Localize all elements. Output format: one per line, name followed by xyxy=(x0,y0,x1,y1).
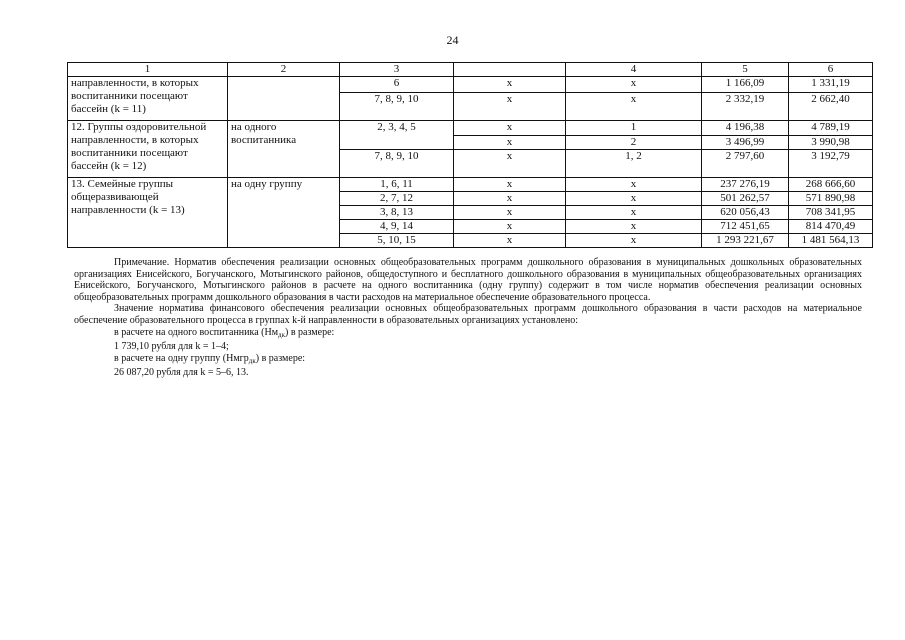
cell-colx: x xyxy=(454,206,566,220)
cell-col6: 4 789,19 xyxy=(789,121,873,136)
cell-col4: x xyxy=(566,206,702,220)
normative-table xyxy=(67,62,873,248)
header-cell: 6 xyxy=(789,63,873,77)
normative-paragraph: Значение норматива финансового обеспечения реализации основных общеобразовательных программ дошкольного образования в части расходов на материальное обеспечение образовательного процесса в группах k-й направленности в образовательных организациях установлено: xyxy=(74,303,862,326)
cell-col5: 501 262,57 xyxy=(702,192,789,206)
note-section xyxy=(74,257,862,379)
cell-col6: 571 890,98 xyxy=(789,192,873,206)
cell-col3: 7, 8, 9, 10 xyxy=(340,93,454,121)
group-unit xyxy=(228,77,340,121)
cell-colx: x xyxy=(454,220,566,234)
group-description: 13. Семейные группы общеразвивающей направленности (k = 13) xyxy=(68,178,228,248)
per-child-text: в расчете на одного воспитанника (Нм xyxy=(114,326,279,338)
per-group-text-end: ) в размере: xyxy=(255,352,306,364)
table-row xyxy=(68,178,873,192)
header-cell: 4 xyxy=(566,63,702,77)
cell-col4: 1 xyxy=(566,121,702,136)
header-cell: 1 xyxy=(68,63,228,77)
cell-colx: x xyxy=(454,136,566,150)
table-row xyxy=(68,77,873,93)
cell-col3: 3, 8, 13 xyxy=(340,206,454,220)
cell-col5: 2 797,60 xyxy=(702,150,789,178)
cell-colx: x xyxy=(454,77,566,93)
header-cell xyxy=(454,63,566,77)
cell-col6: 3 192,79 xyxy=(789,150,873,178)
cell-col5: 3 496,99 xyxy=(702,136,789,150)
cell-col6: 814 470,49 xyxy=(789,220,873,234)
group-description: направленности, в которых воспитанники посещают бассейн (k = 11) xyxy=(68,77,228,121)
cell-col4: x xyxy=(566,77,702,93)
cell-col4: x xyxy=(566,220,702,234)
per-child-text-end: ) в размере: xyxy=(285,326,335,338)
per-group-value: 26 087,20 рубля для k = 5–6, 13. xyxy=(114,367,249,379)
cell-col3: 2, 7, 12 xyxy=(340,192,454,206)
page-number: 24 xyxy=(446,33,459,47)
cell-col6: 708 341,95 xyxy=(789,206,873,220)
cell-col6: 3 990,98 xyxy=(789,136,873,150)
header-cell: 3 xyxy=(340,63,454,77)
per-group-line xyxy=(74,353,862,368)
cell-col6: 268 666,60 xyxy=(789,178,873,192)
cell-col5: 2 332,19 xyxy=(702,93,789,121)
table-header-row xyxy=(68,63,873,77)
cell-col5: 1 293 221,67 xyxy=(702,234,789,248)
cell-colx: x xyxy=(454,192,566,206)
per-group-subscript: дк xyxy=(248,356,256,365)
cell-col5: 4 196,38 xyxy=(702,121,789,136)
group-unit: на одну группу xyxy=(228,178,340,248)
header-cell: 2 xyxy=(228,63,340,77)
cell-col5: 712 451,65 xyxy=(702,220,789,234)
cell-col3: 6 xyxy=(340,77,454,93)
cell-col5: 237 276,19 xyxy=(702,178,789,192)
cell-colx: x xyxy=(454,121,566,136)
cell-col4: 2 xyxy=(566,136,702,150)
group-unit: на одного воспитанника xyxy=(228,121,340,178)
cell-col3: 2, 3, 4, 5 xyxy=(340,121,454,150)
cell-col4: x xyxy=(566,93,702,121)
cell-colx: x xyxy=(454,93,566,121)
cell-col6: 1 331,19 xyxy=(789,77,873,93)
per-child-line xyxy=(74,327,862,342)
cell-col4: x xyxy=(566,178,702,192)
per-child-value: 1 739,10 рубля для k = 1–4; xyxy=(114,341,229,353)
cell-col5: 620 056,43 xyxy=(702,206,789,220)
cell-colx: x xyxy=(454,234,566,248)
cell-col6: 1 481 564,13 xyxy=(789,234,873,248)
cell-col3: 1, 6, 11 xyxy=(340,178,454,192)
cell-col5: 1 166,09 xyxy=(702,77,789,93)
note-paragraph: Примечание. Норматив обеспечения реализации основных общеобразовательных программ дошкольного образования в муниципальных дошкольных образовательных организациях Енисейского, Богучанского, Мотыгинского районов, общедоступного и бесплатного дошкольного образования в муниципальных общеобразовательных организациях Енисейского, Богучанского, Мотыгинского районов в расчете на одного воспитанника (одну группу) содержит в том числе норматив обеспечения реализации основных общеобразовательных программ дошкольного образования в части расходов на материальное обеспечение образовательного процесса. xyxy=(74,257,862,303)
cell-col3: 7, 8, 9, 10 xyxy=(340,150,454,178)
group-description: 12. Группы оздоровительной направленности, в которых воспитанники посещают бассейн (k = 12) xyxy=(68,121,228,178)
cell-col4: 1, 2 xyxy=(566,150,702,178)
cell-col3: 4, 9, 14 xyxy=(340,220,454,234)
cell-colx: x xyxy=(454,178,566,192)
per-child-subscript: дк xyxy=(278,330,285,339)
cell-col6: 2 662,40 xyxy=(789,93,873,121)
table-row xyxy=(68,121,873,136)
cell-colx: x xyxy=(454,150,566,178)
header-cell: 5 xyxy=(702,63,789,77)
cell-col4: x xyxy=(566,234,702,248)
cell-col3: 5, 10, 15 xyxy=(340,234,454,248)
per-group-text: в расчете на одну группу (Нмгр xyxy=(114,352,249,364)
cell-col4: x xyxy=(566,192,702,206)
